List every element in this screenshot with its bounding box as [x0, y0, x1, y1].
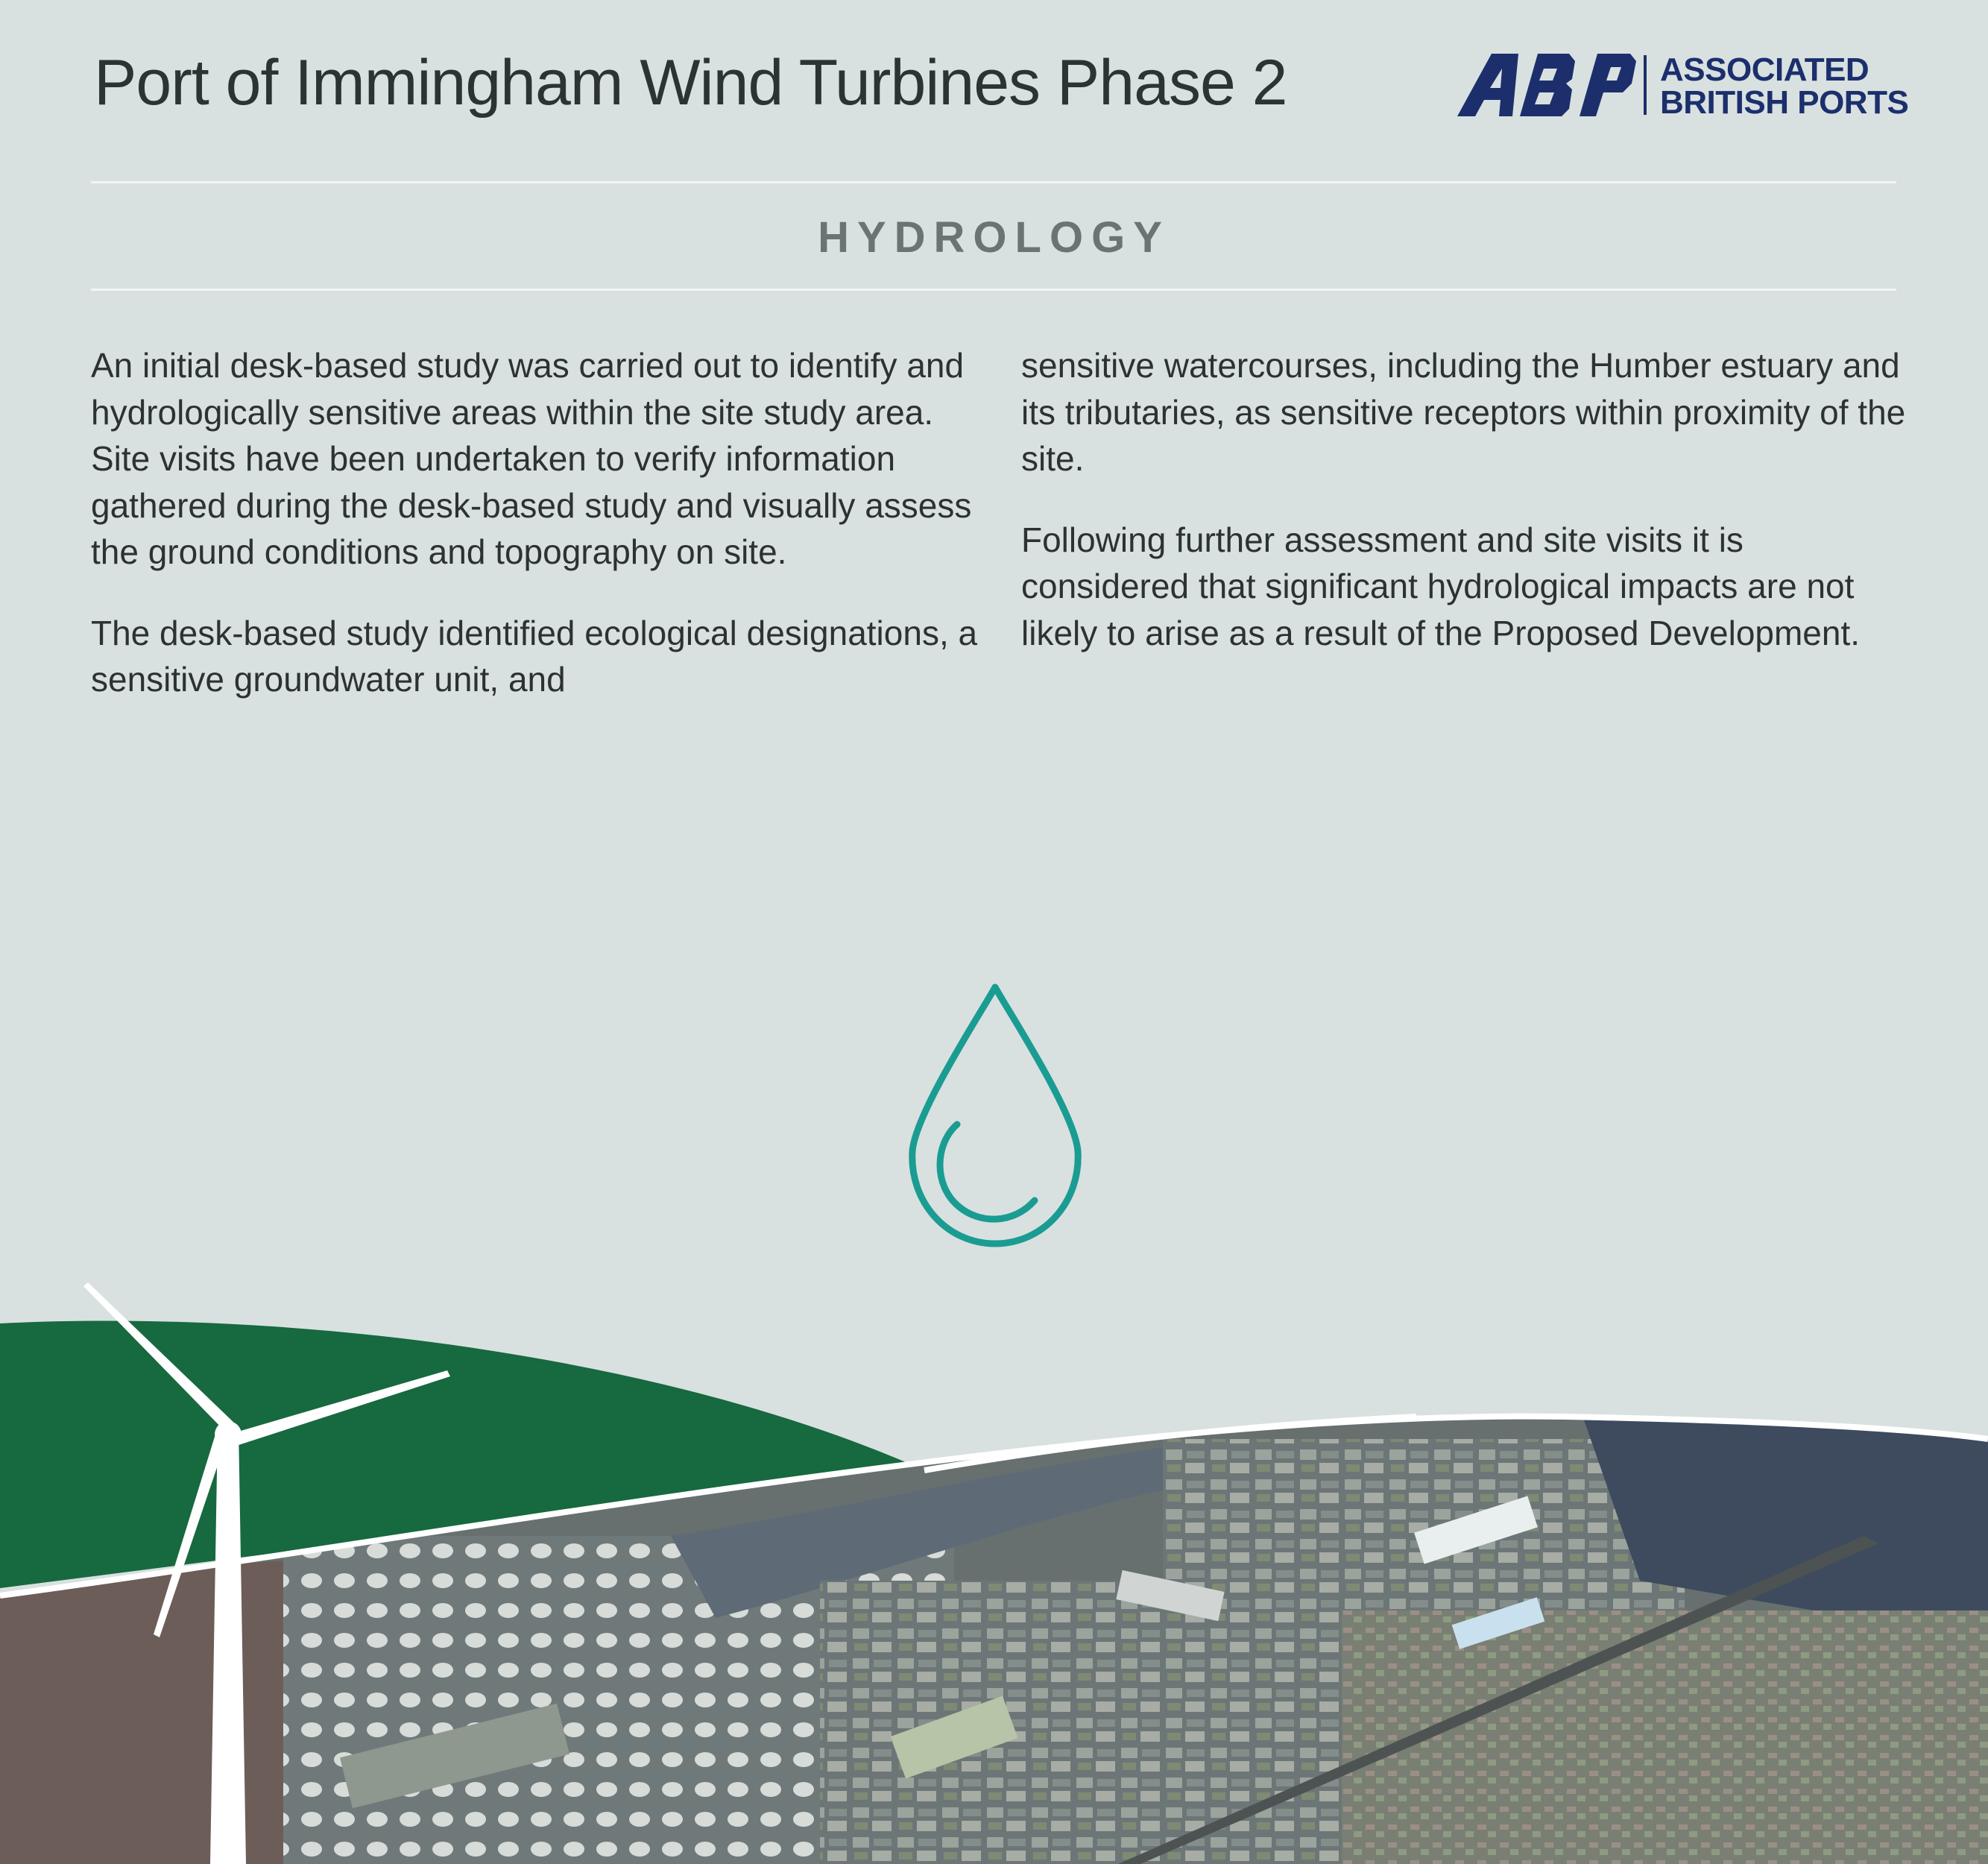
- paragraph: sensitive watercourses, including the Humber estuary and its tributaries, as sensitive receptors within proximity of the site.: [1021, 346, 1906, 478]
- logo-name-line2: BRITISH PORTS: [1660, 84, 1909, 121]
- paragraph: Following further assessment and site visits it is considered that significant hydrological impacts are not likely to arise as a result of the Proposed Development.: [1021, 520, 1861, 652]
- water-drop-icon: [902, 978, 1088, 1254]
- logo-wordmark: [1660, 51, 1909, 121]
- abp-logo-mark: [1457, 54, 1636, 116]
- section-heading: HYDROLOGY: [818, 213, 1170, 262]
- logo-name-line1: ASSOCIATED: [1660, 51, 1869, 88]
- page-title: Port of Immingham Wind Turbines Phase 2: [94, 47, 1287, 119]
- port-landscape-illustration: [0, 1268, 1988, 1864]
- divider-bottom: [91, 289, 1896, 291]
- body-column-left: [91, 342, 978, 737]
- paragraph: The desk-based study identified ecological designations, a sensitive groundwater unit, and: [91, 613, 978, 699]
- paragraph: An initial desk-based study was carried out to identify and hydrologically sensitive areas within the site study area. Site visits have been undertaken to verify information gathered during the desk-based study and visually assess the ground conditions and topography on site.: [91, 346, 972, 571]
- logo-divider: [1644, 55, 1647, 115]
- divider-top: [91, 181, 1896, 183]
- abp-logo: [1457, 51, 1912, 121]
- body-column-right: [1021, 342, 1908, 690]
